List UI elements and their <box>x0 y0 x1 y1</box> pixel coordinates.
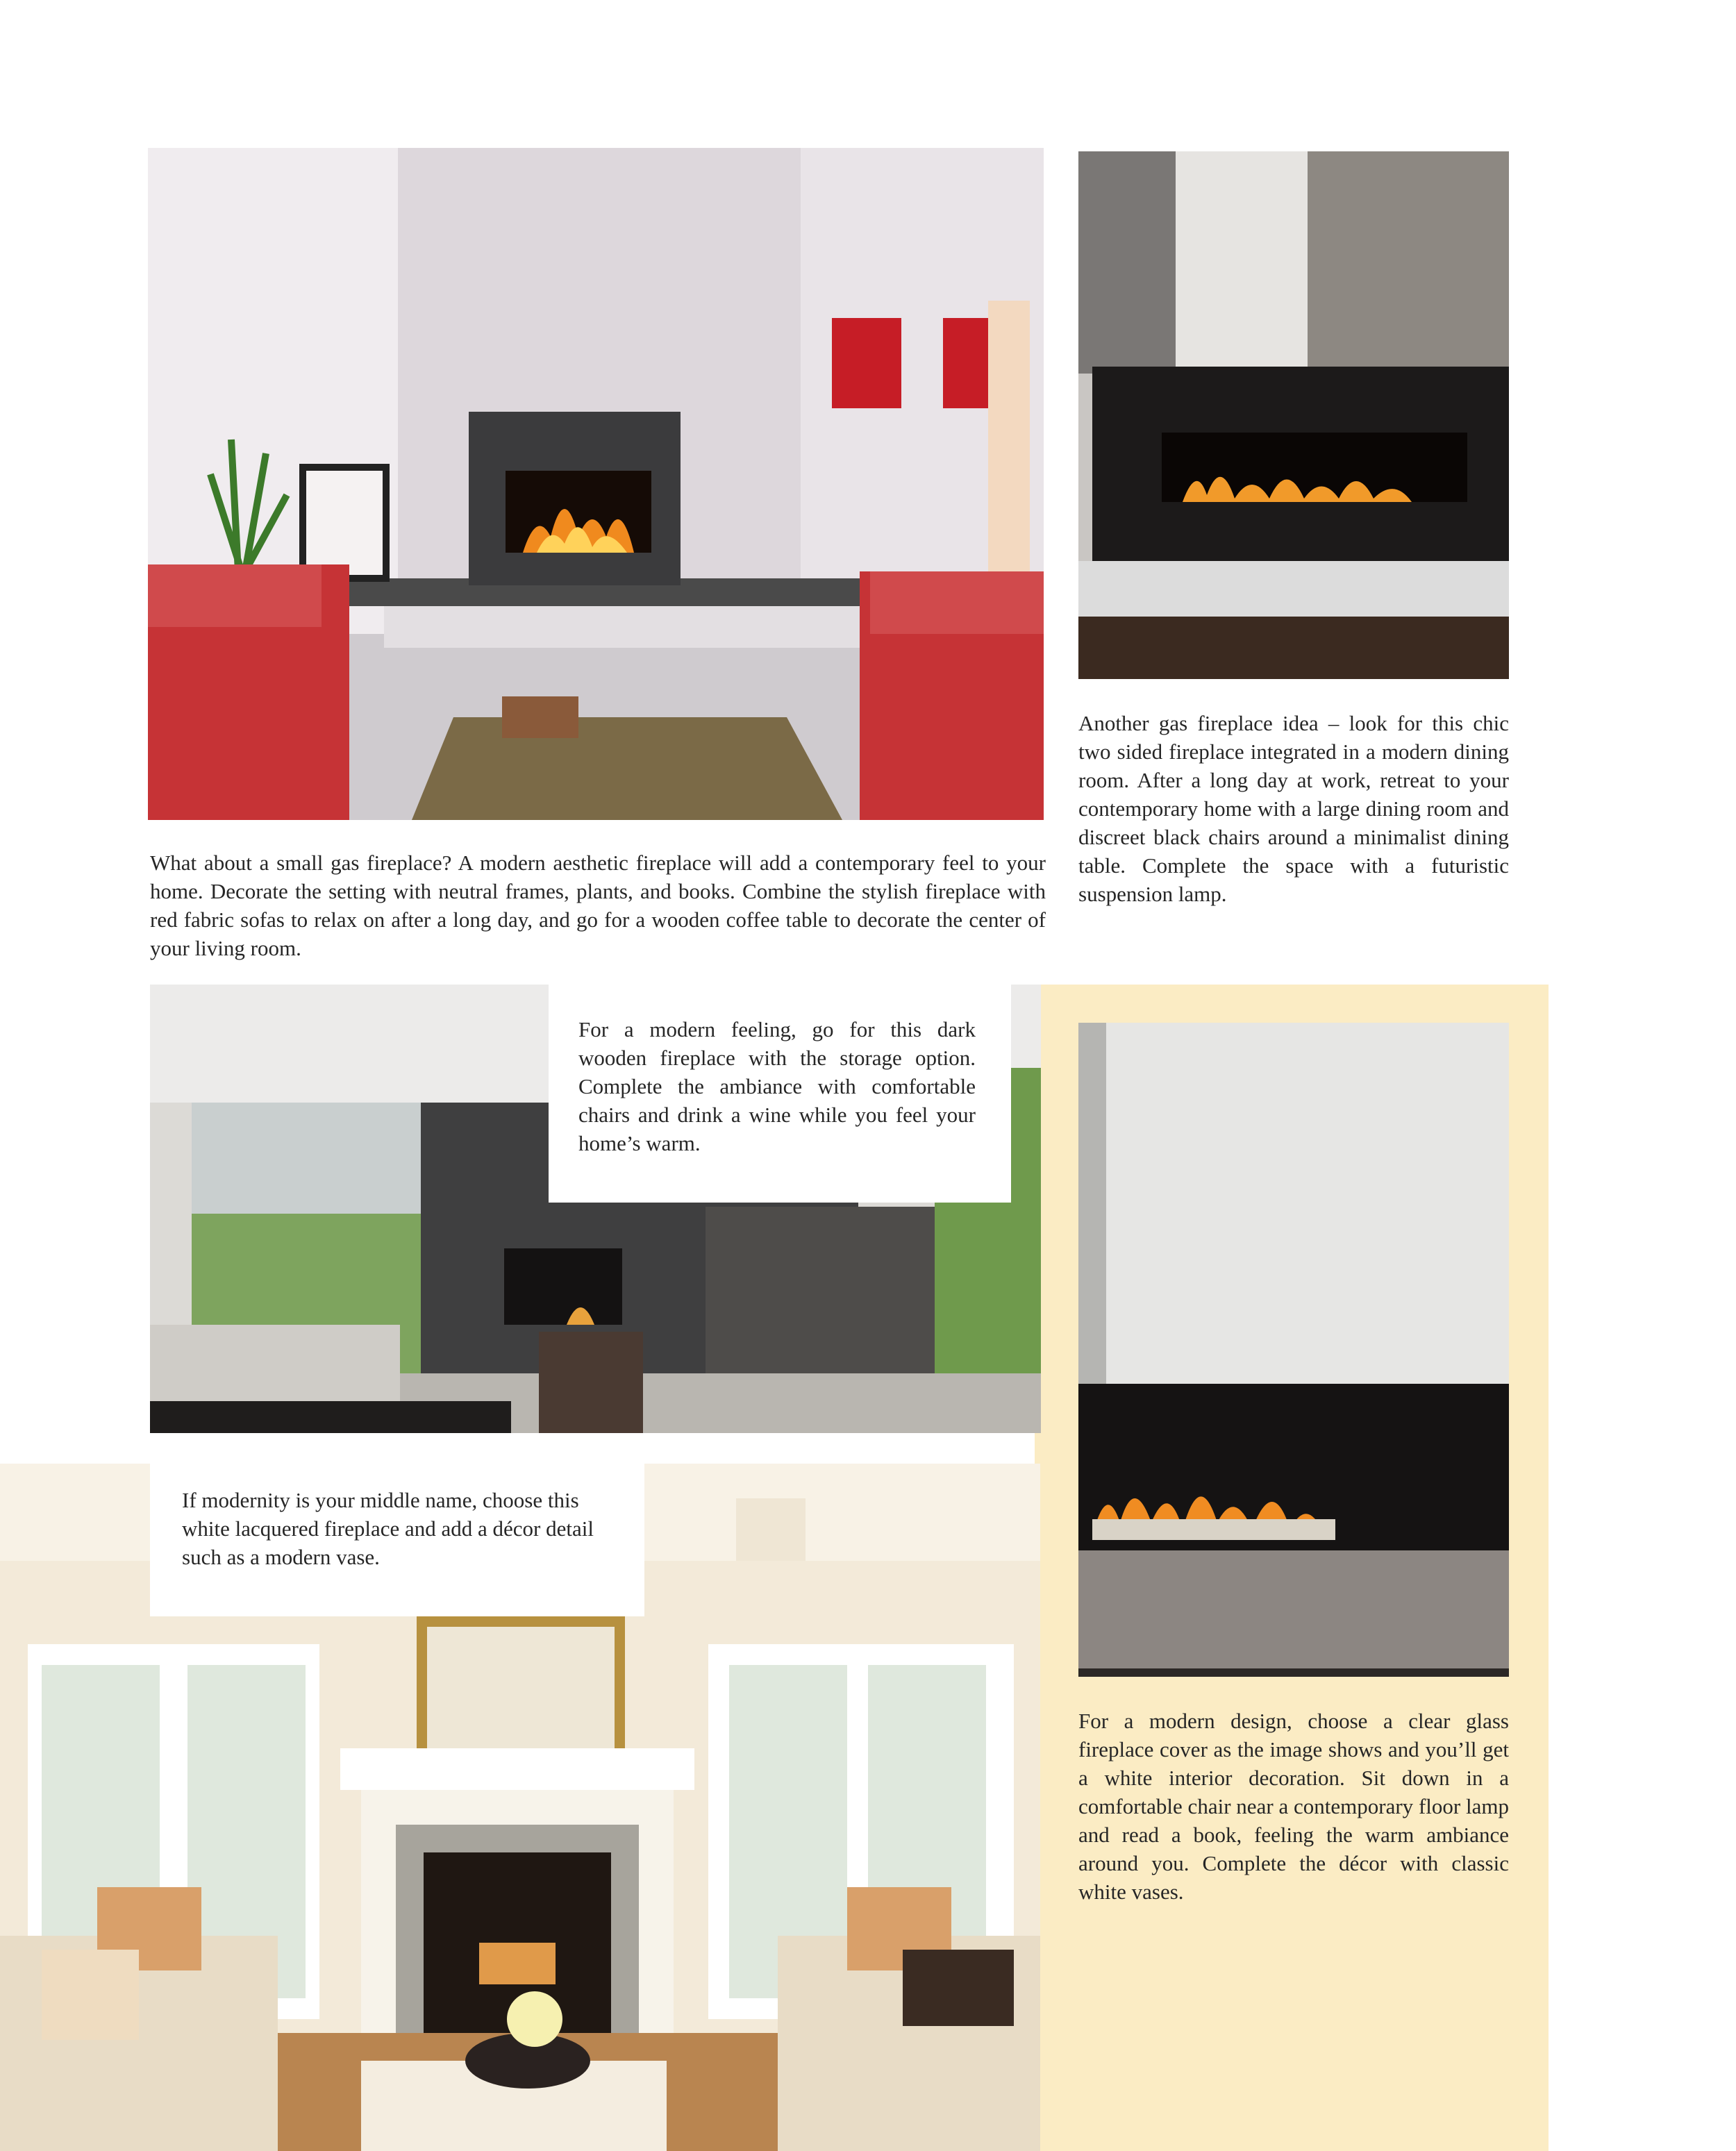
photo-living-room-small-gas-fireplace <box>148 148 1044 820</box>
caption-two-sided-fireplace: Another gas fireplace idea – look for this chic two sided fireplace integrated in a modern dining room. After a long day at work, retreat to your contemporary home with a large dining room and discreet black chairs around a minimalist dining table. Complete the space with a futuristic suspension lamp. <box>1078 711 1509 906</box>
caption-small-gas-fireplace: What about a small gas fireplace? A modern aesthetic fireplace will add a contemporary feel to your home. Decorate the setting with neutral frames, plants, and books. Combine the stylish fireplace with red fabric sofas to relax on after a long day, and go for a wooden coffee table to decorate the center of your living room. <box>150 851 1046 960</box>
caption-dark-wooden-fireplace: For a modern feeling, go for this dark wooden fireplace with the storage option. Complete the ambiance with comfortable chairs and drink a wine while you feel your home’s warm. <box>578 1017 976 1155</box>
photo-clear-glass-fireplace <box>1078 1023 1509 1677</box>
photo-two-sided-gas-fireplace <box>1078 151 1509 679</box>
caption-clear-glass-fireplace: For a modern design, choose a clear glass fireplace cover as the image shows and you’ll get a white interior decoration. Sit down in a comfortable chair near a contemporary floor lamp and read a book, feeling the warm ambiance around you. Complete the décor with classic white vases. <box>1078 1709 1509 1904</box>
caption-white-lacquered-fireplace: If modernity is your middle name, choose this white lacquered fireplace and add a décor detail such as a modern vase. <box>182 1488 594 1569</box>
